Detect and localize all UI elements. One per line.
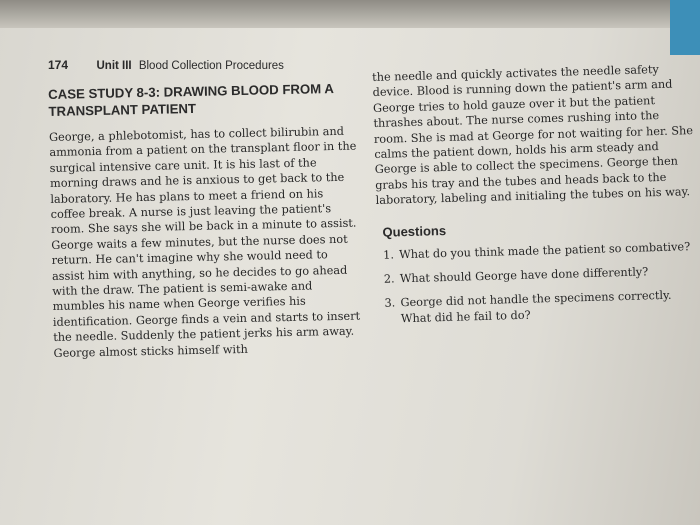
case-study-body-right: the needle and quickly activates the needle safety device. Blood is running down the patient's arm and George tries to hold gauze over it but the patient thrashes about. The nurse comes rushing into the room. She is mad at George for not waiting for her. She calms the patient down, holds his arm steady and George is able to collect the specimens. George then grabs his tray and the tubes and heads back to the laboratory, labeling and initialing the tubes on his way. — [372, 62, 694, 208]
question-item — [383, 239, 697, 263]
question-number: 2. — [383, 272, 395, 286]
questions-list — [377, 239, 699, 328]
left-column — [48, 80, 364, 362]
questions-heading: Questions — [382, 222, 447, 240]
question-number: 3. — [384, 296, 396, 311]
running-head — [96, 60, 283, 72]
right-column — [372, 61, 699, 336]
case-study-body-left: George, a phlebotomist, has to collect bilirubin and ammonia from a patient on the transplant floor in the surgical intensive care unit. It is his last of the morning draws and he is anxious to get back to the laboratory. He has plans to meet a friend on his coffee break. A nurse is just leaving the patient's room. She says she will be back in a minute to assist. George waits a few minutes, but the nurse does not return. He can't imagine why she would need to assist him with anything, so he decides to go ahead with the draw. The patient is semi-awake and mumbles his name when George verifies his identification. George finds a vein and starts to insert the needle. Suddenly the patient jerks his arm away. George almost sticks himself with — [48, 124, 361, 360]
page-number: 174 — [48, 58, 69, 72]
section-label: Blood Collection Procedures — [138, 60, 284, 72]
page-top-edge — [0, 0, 700, 28]
question-text: What do you think made the patient so combative? — [398, 239, 691, 261]
page-header — [48, 56, 284, 74]
unit-label: Unit III — [96, 60, 132, 72]
question-item — [384, 263, 698, 287]
question-text: George did not handle the specimens correctly. What did he fail to do? — [400, 289, 672, 326]
question-item — [384, 287, 699, 327]
case-study-title: CASE STUDY 8-3: DRAWING BLOOD FROM A TRANSPLANT PATIENT — [48, 81, 334, 119]
question-number: 1. — [382, 248, 395, 262]
question-text: What should George have done differently? — [399, 265, 649, 286]
corner-tab — [670, 0, 700, 55]
